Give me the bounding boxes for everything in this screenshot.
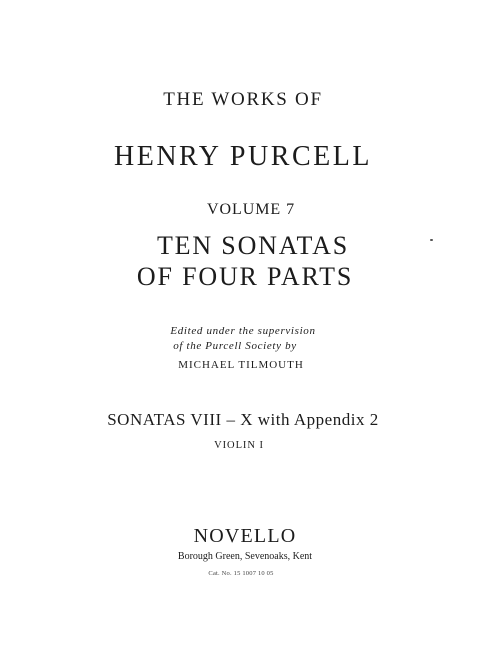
- volume-label: VOLUME 7: [206, 201, 296, 218]
- editorial-note-line-1: Edited under the supervision: [170, 325, 316, 337]
- composer-name: HENRY PURCELL: [113, 141, 373, 172]
- publisher-address: Borough Green, Sevenoaks, Kent: [177, 551, 313, 562]
- publisher-name: NOVELLO: [193, 525, 297, 547]
- work-title-line-2: OF FOUR PARTS: [136, 262, 354, 291]
- series-title: THE WORKS OF: [163, 89, 323, 110]
- sonatas-range: SONATAS VIII – X with Appendix 2: [107, 410, 379, 429]
- paper-speck: [430, 239, 433, 241]
- work-title-line-1: TEN SONATAS: [156, 231, 349, 260]
- instrument-part: VIOLIN I: [214, 440, 264, 451]
- catalogue-number: Cat. No. 15 1007 10 05: [208, 570, 274, 577]
- editorial-note-line-2: of the Purcell Society by: [173, 340, 297, 352]
- editor-name: MICHAEL TILMOUTH: [178, 359, 304, 371]
